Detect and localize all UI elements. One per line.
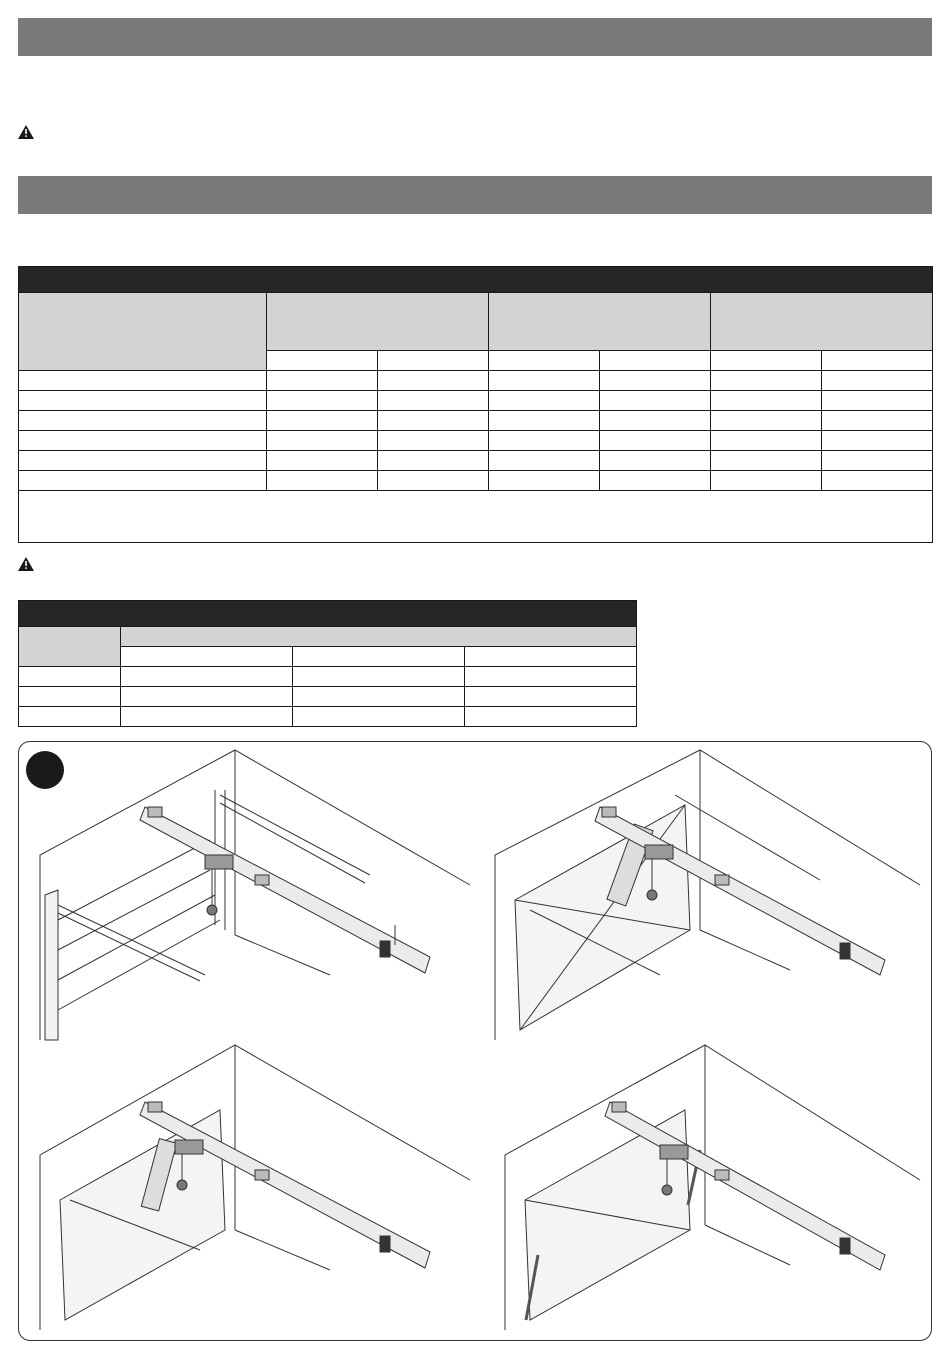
table-row: [19, 391, 933, 411]
table-row-header-cell: [19, 627, 121, 667]
table-subheader: [293, 647, 465, 667]
table-row: [19, 371, 933, 391]
table-title-row: [19, 267, 933, 293]
table-row: [19, 451, 933, 471]
table-title-row: [19, 601, 637, 627]
section-header-1: [18, 18, 932, 56]
warning-triangle-icon: [18, 557, 34, 571]
table-subheader: [711, 351, 822, 371]
table-row-header-cell: [19, 293, 267, 371]
table-subheader: [121, 647, 293, 667]
table-group-header: [711, 293, 933, 351]
table-footnote-cell: [19, 491, 933, 543]
table-row: [19, 411, 933, 431]
table-subheader: [489, 351, 600, 371]
table-row: [19, 687, 637, 707]
table-subheader: [600, 351, 711, 371]
table-group-header: [267, 293, 489, 351]
table-row: [19, 431, 933, 451]
table-subheader: [267, 351, 378, 371]
overhead-door-illustration-2: [30, 1040, 480, 1335]
section-header-2: [18, 176, 932, 214]
table-subheader: [378, 351, 489, 371]
table-row: [19, 667, 637, 687]
main-table: [18, 266, 933, 543]
overhead-door-with-springs-illustration: [490, 1040, 930, 1335]
overhead-door-illustration-1: [490, 745, 930, 1045]
table-subheader: [465, 647, 637, 667]
table-group-header: [121, 627, 637, 647]
table-subheader: [822, 351, 933, 371]
table-row: [19, 707, 637, 727]
warning-triangle-icon: [18, 125, 34, 139]
sectional-door-illustration: [30, 745, 480, 1045]
secondary-table: [18, 600, 637, 727]
table-row: [19, 471, 933, 491]
table-group-header: [489, 293, 711, 351]
